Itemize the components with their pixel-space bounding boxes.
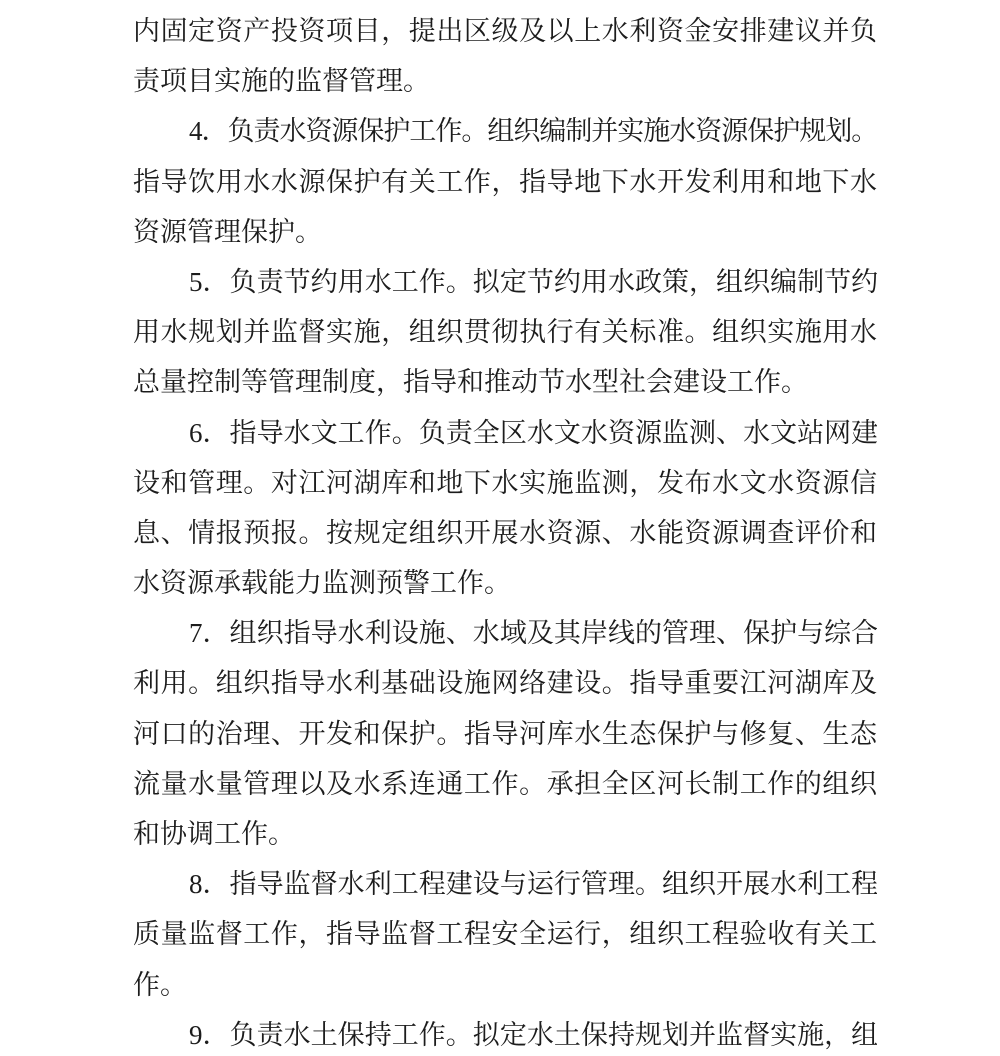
text-line: 作。 bbox=[133, 969, 187, 1000]
text-line: 4．负责水资源保护工作。组织编制并实施水资源保护规划。 bbox=[189, 116, 877, 147]
text-line: 责项目实施的监督管理。 bbox=[133, 66, 430, 97]
text-line: 总量控制等管理制度，指导和推动节水型社会建设工作。 bbox=[133, 367, 808, 398]
text-line: 流量水量管理以及水系连通工作。承担全区河长制工作的组织 bbox=[133, 768, 877, 799]
text-line: 息、情报预报。按规定组织开展水资源、水能资源调查评价和 bbox=[133, 517, 877, 548]
text-line: 利用。组织指导水利基础设施网络建设。指导重要江河湖库及 bbox=[133, 668, 877, 699]
paragraph-item-5 bbox=[133, 257, 877, 408]
paragraph-item-9 bbox=[133, 1010, 877, 1056]
paragraph-continuation bbox=[133, 6, 877, 106]
paragraph-item-7 bbox=[133, 608, 877, 859]
text-line: 内固定资产投资项目，提出区级及以上水利资金安排建议并负 bbox=[133, 16, 877, 46]
text-line: 质量监督工作，指导监督工程安全运行，组织工程验收有关工 bbox=[133, 919, 877, 950]
text-line: 指导饮用水水源保护有关工作，指导地下水开发利用和地下水 bbox=[133, 166, 877, 197]
text-line: 水资源承载能力监测预警工作。 bbox=[133, 568, 511, 599]
text-line: 7．组织指导水利设施、水域及其岸线的管理、保护与综合 bbox=[189, 618, 877, 649]
document-body bbox=[133, 6, 877, 1056]
text-line: 和协调工作。 bbox=[133, 819, 295, 849]
text-line: 5．负责节约用水工作。拟定节约用水政策，组织编制节约 bbox=[189, 266, 877, 297]
text-line: 河口的治理、开发和保护。指导河库水生态保护与修复、生态 bbox=[133, 718, 877, 749]
text-line: 用水规划并监督实施，组织贯彻执行有关标准。组织实施用水 bbox=[133, 317, 877, 348]
paragraph-item-8 bbox=[133, 859, 877, 1010]
paragraph-item-6 bbox=[133, 408, 877, 609]
text-line: 9．负责水土保持工作。拟定水土保持规划并监督实施，组 bbox=[189, 1019, 877, 1050]
text-line: 设和管理。对江河湖库和地下水实施监测，发布水文水资源信 bbox=[133, 467, 877, 498]
text-line: 8．指导监督水利工程建设与运行管理。组织开展水利工程 bbox=[189, 869, 877, 900]
text-line: 资源管理保护。 bbox=[133, 216, 322, 247]
paragraph-item-4 bbox=[133, 106, 877, 257]
text-line: 6．指导水文工作。负责全区水文水资源监测、水文站网建 bbox=[189, 417, 877, 448]
